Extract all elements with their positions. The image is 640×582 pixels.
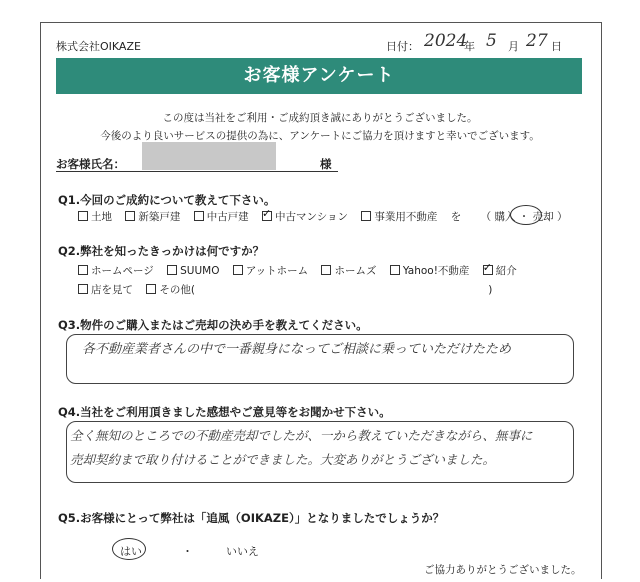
q2-option-referral[interactable] <box>483 265 517 277</box>
q1-buy[interactable]: 購入 <box>494 211 516 223</box>
checkbox-icon <box>78 211 88 221</box>
customer-name-redaction <box>142 142 276 170</box>
footer-thanks: ご協力ありがとうございました。 <box>424 564 582 576</box>
q1-option-label: 中古戸建 <box>206 211 249 223</box>
date-day-unit: 日 <box>551 40 562 53</box>
checkbox-icon <box>146 284 156 294</box>
q5-separator: ・ <box>182 545 193 558</box>
q2-option-yahoo[interactable] <box>390 265 470 277</box>
q2-question: Q2.弊社を知ったきっかけは何ですか？ <box>58 244 265 258</box>
q1-particle: を <box>450 211 462 223</box>
q1-option-new-house[interactable] <box>125 211 180 223</box>
checkbox-icon <box>167 265 177 275</box>
q1-option-label: 中古マンション <box>275 211 349 223</box>
survey-sheet-frame <box>40 22 602 579</box>
q5-question: Q5.お客様にとって弊社は「追風（OIKAZE）」となりましたでしょうか？ <box>58 511 445 525</box>
date-year: 2024 <box>424 31 468 51</box>
q4-answer-line-1: 全く無知のところでの不動産売却でしたが、一から教えていただきながら、無事に <box>70 428 533 443</box>
q2-option-label: Yahoo!不動産 <box>402 265 470 277</box>
q1-choice-close: ） <box>556 211 568 223</box>
q2-option-label: その他( <box>159 284 195 296</box>
q2-option-homes[interactable] <box>321 265 376 277</box>
date-month-unit: 月 <box>508 40 519 53</box>
q2-other-close: ) <box>488 284 493 296</box>
checkbox-icon <box>125 211 135 221</box>
q2-option-homepage[interactable] <box>78 265 154 277</box>
date-label: 日付： <box>386 40 419 53</box>
q1-option-label: 土地 <box>91 211 112 223</box>
q2-option-label: 店を見て <box>91 284 133 296</box>
q2-option-athome[interactable] <box>233 265 308 277</box>
q2-option-label: ホームズ <box>334 265 377 277</box>
q1-sep: ・ <box>518 211 530 223</box>
q1-option-label: 事業用不動産 <box>374 211 438 223</box>
q2-option-suumo[interactable] <box>167 265 219 277</box>
checkbox-icon <box>78 284 88 294</box>
q1-option-used-house[interactable] <box>194 211 249 223</box>
checkbox-icon <box>361 211 371 221</box>
customer-name-underline <box>56 171 338 172</box>
q1-question: Q1.今回のご成約について教えて下さい。 <box>58 193 276 207</box>
q5-no[interactable]: いいえ <box>226 545 259 558</box>
q1-option-label: 新築戸建 <box>138 211 181 223</box>
checkbox-icon <box>78 265 88 275</box>
q1-sell[interactable]: 売却 <box>532 211 554 223</box>
q4-question: Q4.当社をご利用頂きました感想やご意見等をお聞かせ下さい。 <box>58 405 391 419</box>
q1-choice-open: （ <box>480 211 492 223</box>
checkbox-checked-icon <box>483 265 493 275</box>
q3-answer: 各不動産業者さんの中で一番親身になってご相談に乗っていただけたため <box>82 342 512 357</box>
q1-options <box>78 209 567 224</box>
checkbox-icon <box>321 265 331 275</box>
company-name: 株式会社OIKAZE <box>56 40 141 53</box>
q4-answer-line-2: 売却契約まで取り付けることができました。大変ありがとうございました。 <box>70 452 496 467</box>
q5-yes[interactable]: はい <box>120 545 142 558</box>
survey-title: お客様アンケート <box>56 58 582 94</box>
q2-option-label: アットホーム <box>245 265 309 277</box>
intro-line-2: 今後のより良いサービスの提供の為に、アンケートにご協力を頂けますと幸いでございます。 <box>100 130 540 142</box>
q2-option-other[interactable] <box>146 284 195 296</box>
q2-option-store[interactable] <box>78 284 133 296</box>
q2-option-label: SUUMO <box>180 265 220 277</box>
sell-circle-mark <box>510 205 542 225</box>
q2-options-row1 <box>78 263 527 278</box>
customer-honorific: 様 <box>320 157 332 171</box>
intro-line-1: この度は当社をご利用・ご成約頂き誠にありがとうございました。 <box>162 112 478 124</box>
q1-option-land[interactable] <box>78 211 112 223</box>
customer-name-label: お客様氏名： <box>56 157 125 171</box>
date-day: 27 <box>526 31 548 51</box>
q2-option-label: 紹介 <box>495 265 517 277</box>
checkbox-icon <box>390 265 400 275</box>
q2-option-label: ホームページ <box>91 265 154 277</box>
q1-option-commercial[interactable] <box>361 211 437 223</box>
date-year-unit: 年 <box>464 40 475 53</box>
q2-options-row2 <box>78 282 492 297</box>
checkbox-icon <box>194 211 204 221</box>
q1-option-used-condo[interactable] <box>262 211 348 223</box>
date-month: 5 <box>486 31 497 51</box>
q3-question: Q3.物件のご購入またはご売却の決め手を教えてください。 <box>58 318 368 332</box>
checkbox-checked-icon <box>262 211 272 221</box>
checkbox-icon <box>233 265 243 275</box>
